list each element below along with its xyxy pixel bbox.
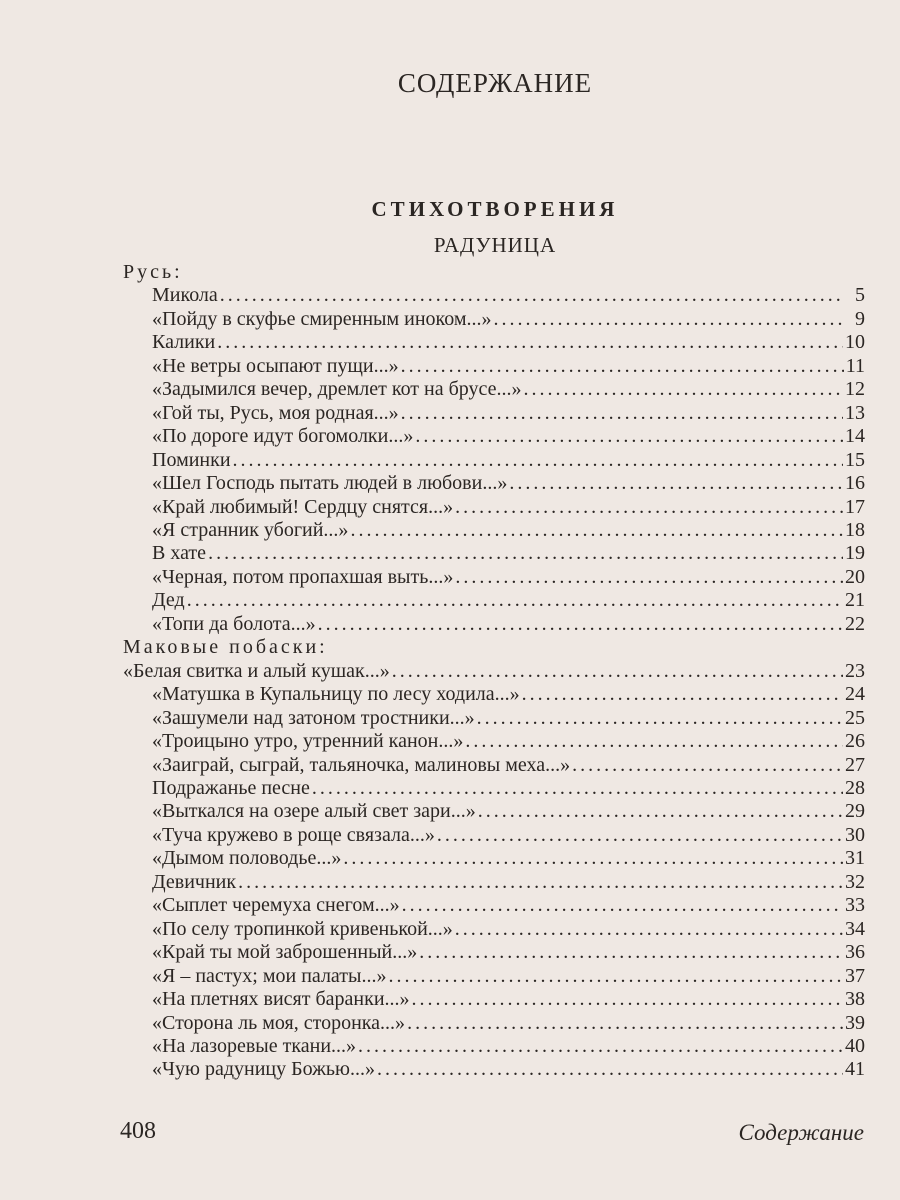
- toc-entry-title: «Дымом половодье...»: [152, 847, 342, 870]
- dot-leader: [455, 566, 843, 589]
- toc-entry-title: «Шел Господь пытать людей в любови...»: [152, 472, 508, 495]
- dot-leader: [455, 918, 843, 941]
- toc-entry-page: 13: [845, 401, 865, 424]
- toc-entry-title: «Пойду в скуфье смиренным иноком...»: [152, 307, 492, 330]
- toc-entry: [123, 707, 865, 730]
- toc-entry: [123, 683, 865, 706]
- dot-leader: [478, 800, 843, 823]
- toc-entry: [123, 1058, 865, 1081]
- page-title: СОДЕРЖАНИЕ: [397, 68, 593, 98]
- dot-leader: [401, 355, 844, 378]
- running-title: Содержание: [738, 1120, 864, 1145]
- toc-entry: [123, 824, 865, 847]
- dot-leader: [412, 988, 843, 1011]
- toc-entry-title: В хате: [152, 542, 207, 565]
- dot-leader: [350, 519, 843, 542]
- toc-entry: [123, 754, 865, 777]
- toc-entry-title: «Выткался на озере алый свет зари...»: [152, 800, 476, 823]
- toc-entry-page: 26: [845, 730, 865, 753]
- dot-leader: [238, 871, 843, 894]
- toc-entry-page: 20: [845, 565, 865, 588]
- toc-entry-page: 17: [845, 495, 865, 518]
- toc-entry: [123, 730, 865, 753]
- toc-entry-page: 11: [845, 354, 865, 377]
- toc-entry: [123, 847, 865, 870]
- toc-entry: [123, 355, 865, 378]
- toc-entry-page: 12: [845, 378, 865, 401]
- toc-entry-title: Микола: [152, 284, 218, 307]
- toc-entry-title: Девичник: [152, 870, 237, 893]
- toc-entry-title: «По дороге идут богомолки...»: [152, 425, 414, 448]
- toc-entry-page: 29: [845, 800, 865, 823]
- toc-entry: [123, 589, 865, 612]
- toc-entry: [123, 378, 865, 401]
- dot-leader: [388, 965, 843, 988]
- toc-entry-title: «Зашумели над затоном тростники...»: [152, 706, 475, 729]
- toc-entry: [123, 1012, 865, 1035]
- section-heading: СТИХОТВОРЕНИЯ: [371, 197, 619, 221]
- dot-leader: [217, 331, 843, 354]
- toc-entry-page: 31: [845, 847, 865, 870]
- toc-entry-title: «На лазоревые ткани...»: [152, 1034, 357, 1057]
- toc-entry-page: 9: [855, 307, 865, 330]
- toc-entry: [123, 777, 865, 800]
- toc-entry-title: Поминки: [152, 448, 231, 471]
- toc-entry-page: 10: [845, 331, 865, 354]
- toc-entry-title: «Заиграй, сыграй, тальяночка, малиновы меха...»: [152, 753, 571, 776]
- toc-entry-page: 30: [845, 823, 865, 846]
- toc-entry-title: «По селу тропинкой кривенькой...»: [152, 917, 453, 940]
- toc-entry-page: 33: [845, 894, 865, 917]
- dot-leader: [415, 425, 843, 448]
- dot-leader: [477, 707, 843, 730]
- dot-leader: [407, 1012, 843, 1035]
- toc-entry-title: «Сторона ль моя, сторонка...»: [152, 1011, 406, 1034]
- toc-entry-page: 37: [845, 964, 865, 987]
- dot-leader: [402, 894, 843, 917]
- dot-leader: [572, 754, 843, 777]
- toc-entry-title: «Сыплет черемуха снегом...»: [152, 894, 400, 917]
- toc-entry: [123, 425, 865, 448]
- toc-entry-title: «Я – пастух; мои палаты...»: [152, 964, 387, 987]
- toc-entry-page: 25: [845, 706, 865, 729]
- toc-entry: [123, 871, 865, 894]
- toc-entry: [123, 331, 865, 354]
- toc-entry-page: 18: [845, 518, 865, 541]
- toc-entry-page: 5: [855, 284, 865, 307]
- toc-entry-title: «Не ветры осыпают пущи...»: [152, 354, 399, 377]
- toc-entry: [123, 284, 865, 307]
- dot-leader: [455, 496, 843, 519]
- toc-entry-title: «На плетнях висят баранки...»: [152, 988, 410, 1011]
- toc-entry-title: Подражанье песне: [152, 776, 310, 799]
- toc-entry-title: «Я странник убогий...»: [152, 518, 349, 541]
- toc-entry: [123, 800, 865, 823]
- toc-entry: [123, 965, 865, 988]
- toc-group-label: Маковые побаски:: [123, 636, 328, 659]
- dot-leader: [465, 730, 843, 753]
- toc-entry: [123, 472, 865, 495]
- dot-leader: [401, 402, 843, 425]
- toc-entry: [123, 542, 865, 565]
- subsection-heading: РАДУНИЦА: [433, 233, 557, 257]
- toc-entry-title: Калики: [152, 331, 216, 354]
- toc-entry-page: 40: [845, 1034, 865, 1057]
- page-number: 408: [120, 1118, 156, 1144]
- dot-leader: [312, 777, 843, 800]
- toc-entry-page: 38: [845, 988, 865, 1011]
- dot-leader: [392, 660, 843, 683]
- dot-leader: [343, 847, 843, 870]
- toc-entry-page: 36: [845, 941, 865, 964]
- toc-entry-title: «Край ты мой заброшенный...»: [152, 941, 418, 964]
- toc-entry: [123, 566, 865, 589]
- toc-entry: [123, 660, 865, 683]
- dot-leader: [233, 449, 843, 472]
- toc-entry-title: «Край любимый! Сердцу снятся...»: [152, 495, 454, 518]
- toc-entry-page: 34: [845, 917, 865, 940]
- toc-entry: [123, 449, 865, 472]
- toc-entry: [123, 1035, 865, 1058]
- toc-entry-page: 14: [845, 425, 865, 448]
- toc-entry-title: «Чую радуницу Божью...»: [152, 1058, 375, 1081]
- toc-entry-page: 23: [845, 659, 865, 682]
- toc-entry: [123, 941, 865, 964]
- toc-entry: [123, 308, 865, 331]
- toc-entry-page: 21: [845, 589, 865, 612]
- dot-leader: [524, 378, 843, 401]
- toc-entry-title: «Задымился вечер, дремлет кот на брусе...»: [152, 378, 522, 401]
- toc-entry: [123, 988, 865, 1011]
- toc-entry: [123, 613, 865, 636]
- toc-entry: [123, 519, 865, 542]
- toc-entry: [123, 402, 865, 425]
- toc-entry-title: «Туча кружево в роще связала...»: [152, 823, 435, 846]
- toc-entry-page: 15: [845, 448, 865, 471]
- toc-entry-page: 28: [845, 776, 865, 799]
- toc-entry-page: 22: [845, 612, 865, 635]
- toc-entry-title: «Белая свитка и алый кушак...»: [123, 659, 390, 682]
- toc-group-label: Русь:: [123, 261, 183, 283]
- dot-leader: [522, 683, 843, 706]
- table-of-contents: [123, 261, 865, 1082]
- dot-leader: [494, 308, 845, 331]
- toc-entry-page: 32: [845, 870, 865, 893]
- dot-leader: [220, 284, 845, 307]
- dot-leader: [208, 542, 843, 565]
- toc-entry: [123, 894, 865, 917]
- dot-leader: [377, 1058, 843, 1081]
- toc-entry-title: «Матушка в Купальницу по лесу ходила...»: [152, 683, 520, 706]
- dot-leader: [509, 472, 843, 495]
- dot-leader: [358, 1035, 843, 1058]
- toc-entry-title: «Черная, потом пропахшая выть...»: [152, 565, 454, 588]
- toc-entry: [123, 496, 865, 519]
- toc-entry-page: 27: [845, 753, 865, 776]
- toc-entry-page: 19: [845, 542, 865, 565]
- dot-leader: [318, 613, 843, 636]
- toc-entry-title: «Топи да болота...»: [152, 612, 316, 635]
- toc-entry-title: «Троицыно утро, утренний канон...»: [152, 730, 464, 753]
- dot-leader: [419, 941, 843, 964]
- toc-entry-title: Дед: [152, 589, 185, 612]
- dot-leader: [187, 589, 843, 612]
- toc-entry-page: 39: [845, 1011, 865, 1034]
- toc-entry-page: 16: [845, 472, 865, 495]
- toc-entry-page: 24: [845, 683, 865, 706]
- dot-leader: [437, 824, 843, 847]
- toc-entry: [123, 918, 865, 941]
- toc-entry-page: 41: [845, 1058, 865, 1081]
- toc-entry-title: «Гой ты, Русь, моя родная...»: [152, 401, 399, 424]
